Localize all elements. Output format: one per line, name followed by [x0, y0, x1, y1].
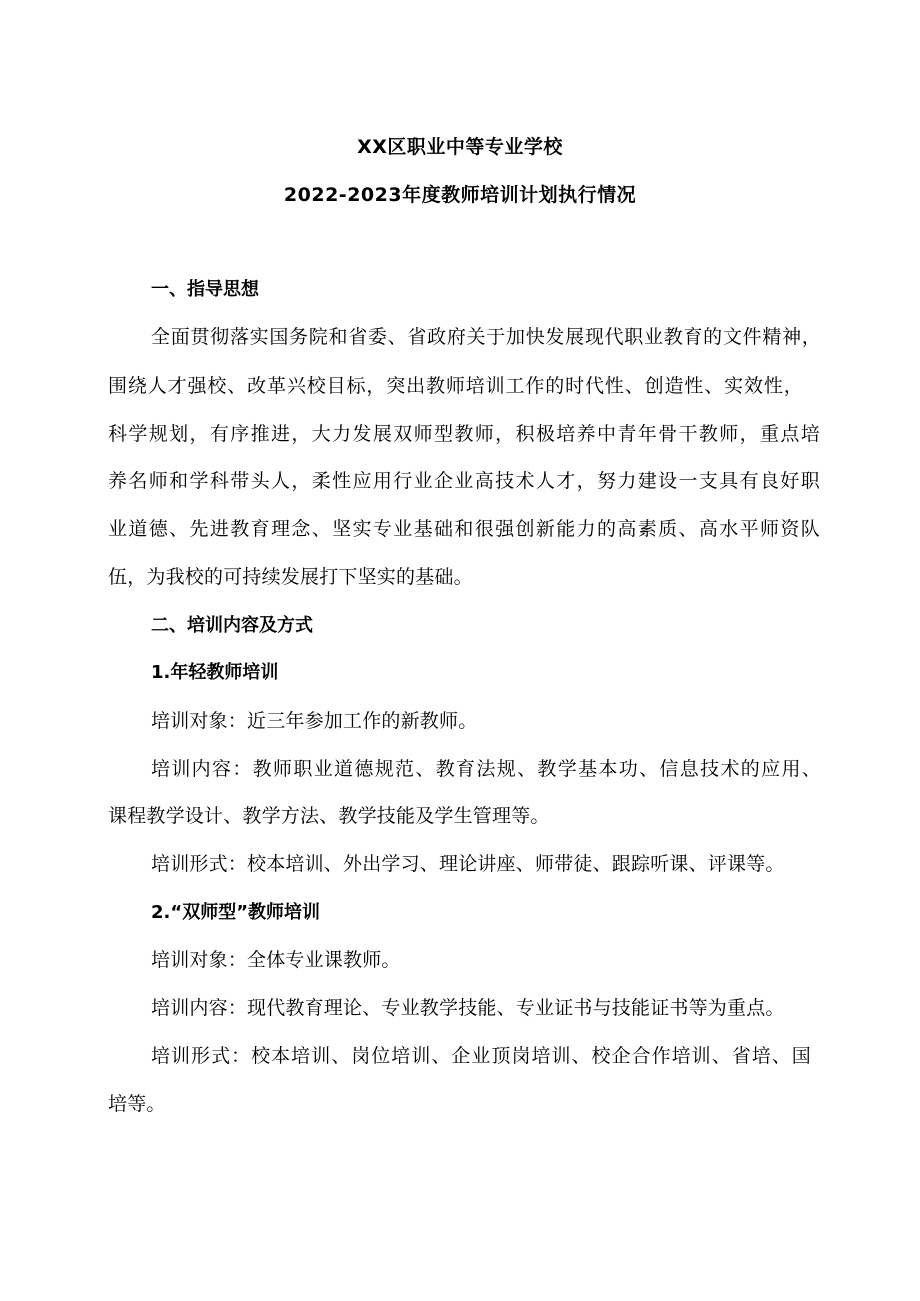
section-heading-training-content: 二、培训内容及方式	[151, 615, 313, 636]
paragraph-line: 科学规划，有序推进，大力发展双师型教师，积极培养中青年骨干教师，重点培	[108, 423, 820, 445]
training-content-line: 课程教学设计、教学方法、教学技能及学生管理等。	[108, 805, 550, 827]
training-form: 培训形式：校本培训、外出学习、理论讲座、师带徒、跟踪听课、评课等。	[151, 853, 785, 875]
training-target: 培训对象：近三年参加工作的新教师。	[151, 710, 478, 732]
paragraph-line: 业道德、先进教育理念、坚实专业基础和很强创新能力的高素质、高水平师资队	[108, 518, 820, 540]
document-title-school: XX区职业中等专业学校	[357, 136, 563, 158]
training-target: 培训对象：全体专业课教师。	[151, 949, 401, 971]
document-title-plan: 2022-2023年度教师培训计划执行情况	[283, 184, 637, 206]
paragraph-line: 养名师和学科带头人，柔性应用行业企业高技术人才，努力建设一支具有良好职	[108, 470, 820, 492]
paragraph-line: 围绕人才强校、改革兴校目标，突出教师培训工作的时代性、创造性、实效性，	[108, 375, 803, 397]
subsection-heading-dual-teachers: 2.“双师型”教师培训	[151, 902, 321, 923]
paragraph-line: 伍，为我校的可持续发展打下坚实的基础。	[108, 566, 473, 588]
training-form-line: 培等。	[108, 1093, 166, 1115]
training-content: 培训内容：现代教育理论、专业教学技能、专业证书与技能证书等为重点。	[151, 997, 785, 1019]
paragraph-line: 全面贯彻落实国务院和省委、省政府关于加快发展现代职业教育的文件精神，	[151, 326, 821, 348]
training-form-line: 培训形式：校本培训、岗位培训、企业顶岗培训、校企合作培训、省培、国	[151, 1045, 811, 1067]
section-heading-guiding-thought: 一、指导思想	[151, 279, 259, 300]
training-content-line: 培训内容：教师职业道德规范、教育法规、教学基本功、信息技术的应用、	[151, 758, 821, 780]
subsection-heading-young-teachers: 1.年轻教师培训	[151, 662, 279, 683]
